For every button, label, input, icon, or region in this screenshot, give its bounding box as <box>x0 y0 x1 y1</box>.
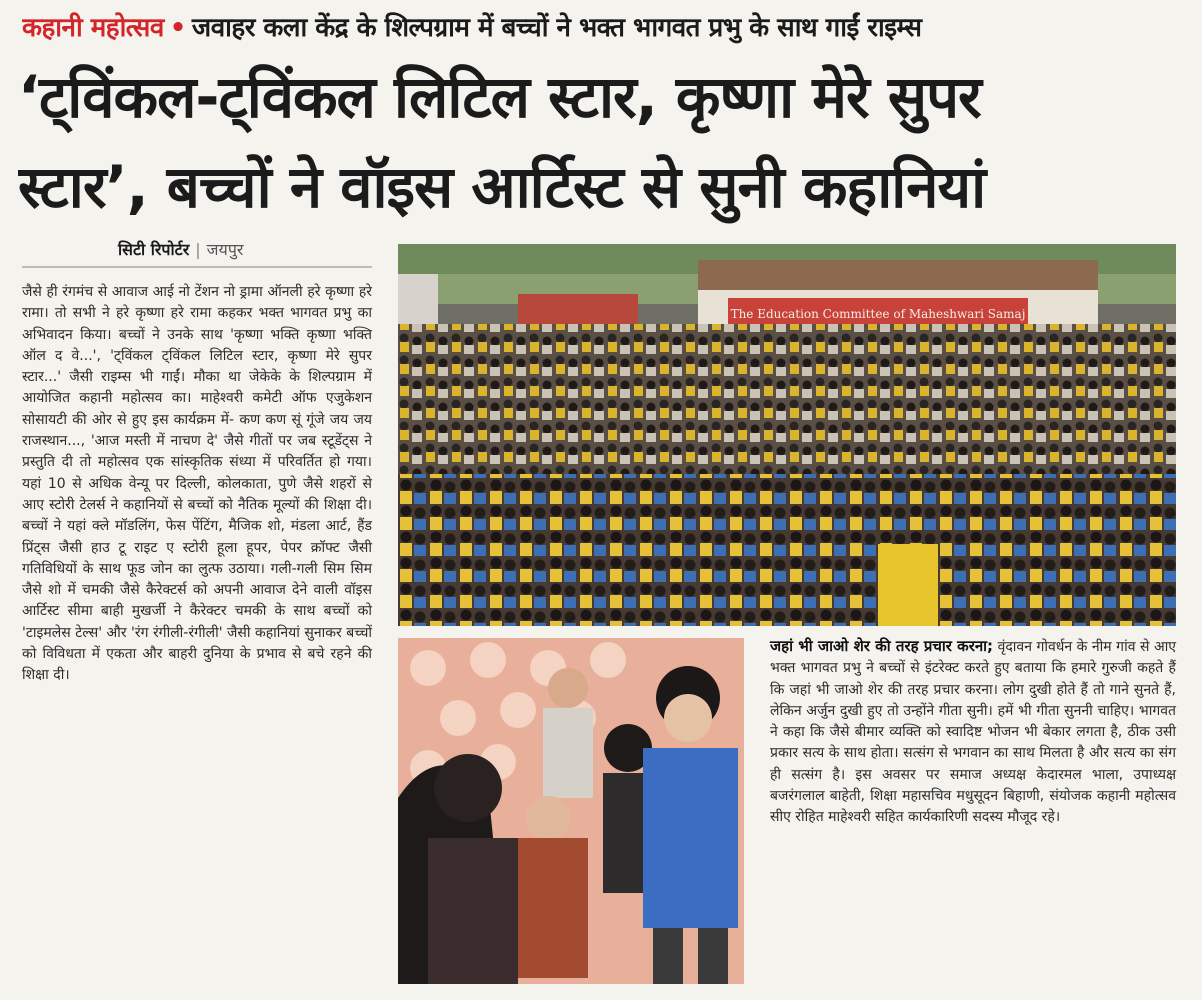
section-label: कहानी महोत्सव <box>22 13 164 43</box>
bullet: • <box>169 13 186 43</box>
byline-separator: | <box>195 240 201 259</box>
headline <box>18 52 1188 232</box>
byline <box>118 238 243 260</box>
kids-photo <box>398 638 744 984</box>
right-col-text: वृंदावन गोवर्धन के नीम गांव से आए भक्त भागवत प्रभु ने बच्चों से इंटरेक्ट करते हुए बताया कि हमारे गुरुजी कहते हैं कि जहां भी जाओ शेर की तरह प्रचार करना। लोग दुखी होते हैं तो गाने सुनते हैं, लेकिन अर्जुन दुखी हुए तो उन्होंने गीता सुनी। हमें भी गीता सुननी चाहिए। भागवत ने कहा कि जैसे बीमार व्यक्ति को स्वादिष्ट भोजन भी बेकार लगता है, ठीक उसी प्रकार सत्य के साथ होता। सत्संग से भगवान का साथ मिलता है और सत्य का संग ही सत्संग है। इस अवसर पर समाज अध्यक्ष केदारमल भाला, उपाध्यक्ष बजरंगलाल बाहेती, शिक्षा महासचिव मधुसूदन बिहाणी, संयोजक कहानी महोत्सव सीए रोहित माहेश्वरी सहित कार्यकारिणी सदस्य मौजूद रहे। <box>770 639 1176 826</box>
headline-line-1: ‘ट्विंकल-ट्विंकल लिटिल स्टार, कृष्णा मेरे सुपर <box>18 63 981 131</box>
kicker-line <box>22 8 1182 48</box>
byline-city: जयपुर <box>206 240 244 259</box>
headline-line-2: स्टार’, बच्चों ने वॉइस आर्टिस्ट से सुनी कहानियां <box>18 153 986 221</box>
byline-author: सिटी रिपोर्टर <box>118 240 190 259</box>
article-body-left: जैसे ही रंगमंच से आवाज आई नो टेंशन नो ड्रामा ऑनली हरे कृष्णा हरे रामा। तो सभी ने हरे कृष्णा हरे रामा कहकर भक्त भागवत प्रभु का अभिवादन किया। बच्चों ने उनके साथ 'कृष्णा भक्ति कृष्णा भक्ति ऑल द वे...', 'ट्विंकल ट्विंकल लिटिल स्टार, कृष्णा मेरे सुपर स्टार...' जैसी राइम्स भी गाईं। मौका था जेकेके के शिल्पग्राम में आयोजित कहानी महोत्सव का। माहेश्वरी कमेटी ऑफ एजुकेशन सोसायटी की ओर से हुए इस कार्यक्रम में- कण कण सूं गूंजे जय जय राजस्थान..., 'आज मस्ती में नाचण दे' जैसे गीतों पर जब स्टूडेंट्स ने प्रस्तुति दी तो महोत्सव एक सांस्कृतिक संध्या में परिवर्तित हो गया। यहां 10 से अधिक वेन्यू पर दिल्ली, कोलकाता, पुणे जैसे शहरों से आए स्टोरी टेलर्स ने कहानियों से बच्चों को नैतिक मूल्यों की शिक्षा दी। बच्चों ने यहां क्ले मॉडलिंग, फेस पेंटिंग, मैजिक शो, मंडला आर्ट, हैंड प्रिंट्स जैसी हाउ टू राइट ए स्टोरी हूला हूपर, पेपर क्रॉफ्ट जैसी गतिविधियों के साथ फूड जोन का लुत्फ उठाया। गली-गली सिम सिम जैसे शो में चमकी जैसे कैरेक्टर्स को अपनी आवाज देने वाली वॉइस आर्टिस्ट सीमा बाही मुखर्जी ने कैरेक्टर चमकी के साथ बच्चों को 'टाइमलेस टेल्स' और 'रंग रंगीली-रंगीली' जैसी कहानियां सुनाकर बच्चों को विविधता में एकता और बाहरी दुनिया के प्रभाव से बचे रहने की शिक्षा दी। <box>22 284 372 684</box>
article-body-right <box>770 636 1176 829</box>
banner-text: The Education Committee of Maheshwari Samaj <box>730 307 1026 321</box>
subhead: जहां भी जाओ शेर की तरह प्रचार करना; <box>770 637 994 655</box>
crowd-photo <box>398 244 1176 626</box>
kicker-text: जवाहर कला केंद्र के शिल्पग्राम में बच्चों ने भक्त भागवत प्रभु के साथ गाईं राइम्स <box>191 13 922 43</box>
byline-rule <box>22 266 372 268</box>
